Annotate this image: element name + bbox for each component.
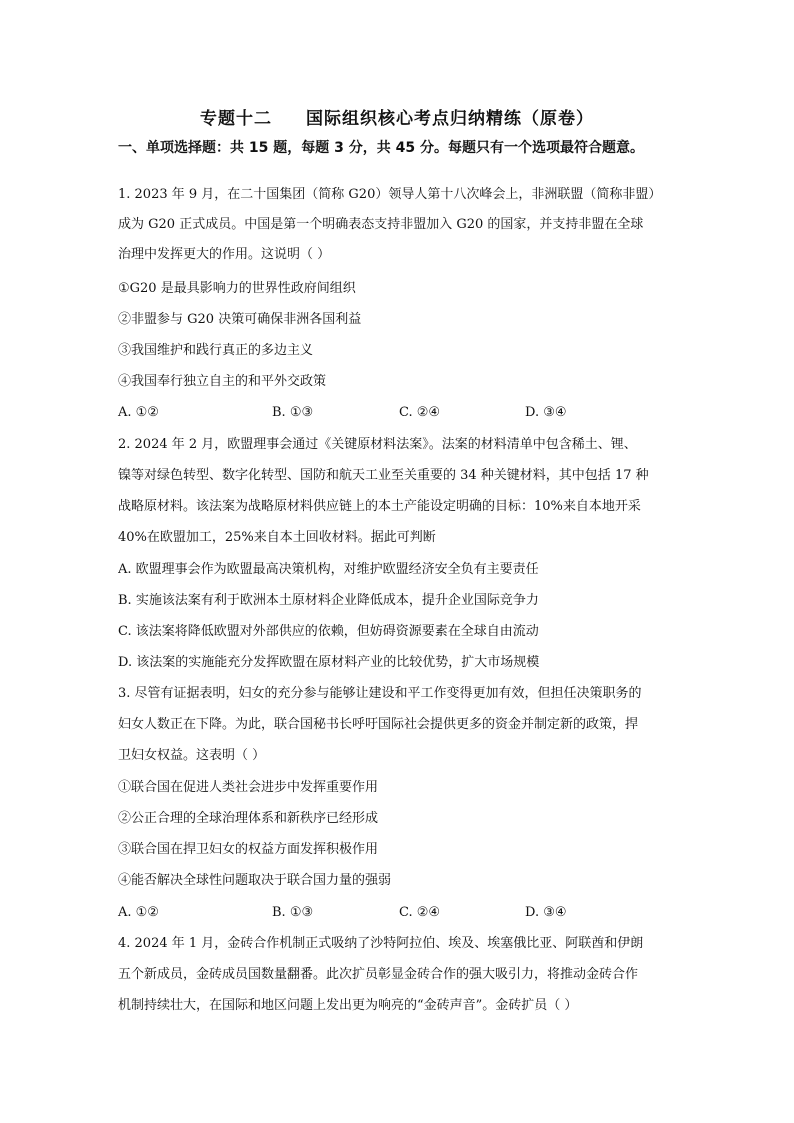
q3-option-d: D. ③④ <box>525 905 567 920</box>
q1-statement: ③我国维护和践行真正的多边主义 <box>118 343 314 358</box>
q3-statement: ④能否解决全球性问题取决于联合国力量的强弱 <box>118 873 392 888</box>
q2-stem-line: 镍等对绿色转型、数字化转型、国防和航天工业至关重要的 34 种关键材料，其中包括 17 种 <box>118 468 649 483</box>
q1-option-a: A. ①② <box>118 405 159 420</box>
section-heading: 一、单项选择题：共 15 题，每题 3 分，共 45 分。每题只有一个选项最符合题意。 <box>118 140 644 156</box>
q4-stem-line: 4. 2024 年 1 月，金砖合作机制正式吸纳了沙特阿拉伯、埃及、埃塞俄比亚、阿联酋和伊朗 <box>118 936 644 951</box>
q1-statement: ④我国奉行独立自主的和平外交政策 <box>118 374 327 389</box>
q2-stem-line: 2. 2024 年 2 月，欧盟理事会通过《关键原材料法案》。法案的材料清单中包含稀土、锂、 <box>118 437 637 452</box>
q2-stem-line: 战略原材料。该法案为战略原材料供应链上的本土产能设定明确的目标：10%来自本地开采 <box>118 499 641 514</box>
q1-stem-line: 治理中发挥更大的作用。这说明（ ） <box>118 247 331 262</box>
q3-stem-line: 妇女人数正在下降。为此，联合国秘书长呼吁国际社会提供更多的资金并制定新的政策，捍 <box>118 717 639 732</box>
title-topic-number: 专题十二 <box>200 109 272 129</box>
q3-option-c: C. ②④ <box>399 905 441 920</box>
q1-statement: ①G20 是最具影响力的世界性政府间组织 <box>118 281 356 296</box>
q4-stem-line: 机制持续壮大，在国际和地区问题上发出更为响亮的“金砖声音”。金砖扩员（ ） <box>118 998 578 1013</box>
q1-stem-line: 1. 2023 年 9 月，在二十国集团（简称 G20）领导人第十八次峰会上，非洲联盟（简称非盟） <box>118 187 662 202</box>
q3-stem-line: 卫妇女权益。这表明（ ） <box>118 748 266 763</box>
q3-statement: ①联合国在促进人类社会进步中发挥重要作用 <box>118 780 379 795</box>
page-title <box>0 104 794 129</box>
q3-option-a: A. ①② <box>118 905 159 920</box>
q2-option-c: C. 该法案将降低欧盟对外部供应的依赖，但妨碍资源要素在全球自由流动 <box>118 624 539 639</box>
q2-stem-line: 40%在欧盟加工，25%来自本土回收材料。据此可判断 <box>118 530 436 545</box>
q3-statement: ③联合国在捍卫妇女的权益方面发挥积极作用 <box>118 842 379 857</box>
q1-option-b: B. ①③ <box>272 405 314 420</box>
q1-statement: ②非盟参与 G20 决策可确保非洲各国利益 <box>118 312 362 327</box>
q2-option-d: D. 该法案的实施能充分发挥欧盟在原材料产业的比较优势，扩大市场规模 <box>118 655 540 670</box>
q3-stem-line: 3. 尽管有证据表明，妇女的充分参与能够让建设和平工作变得更加有效，但担任决策职务的 <box>118 686 642 701</box>
q1-option-d: D. ③④ <box>525 405 567 420</box>
q2-option-a: A. 欧盟理事会作为欧盟最高决策机构，对维护欧盟经济安全负有主要责任 <box>118 562 539 577</box>
q3-option-b: B. ①③ <box>272 905 314 920</box>
q2-option-b: B. 实施该法案有利于欧洲本土原材料企业降低成本，提升企业国际竞争力 <box>118 593 539 608</box>
q1-option-c: C. ②④ <box>399 405 441 420</box>
q3-statement: ②公正合理的全球治理体系和新秩序已经形成 <box>118 811 379 826</box>
q1-stem-line: 成为 G20 正式成员。中国是第一个明确表态支持非盟加入 G20 的国家，并支持非盟在全球 <box>118 217 644 232</box>
q4-stem-line: 五个新成员，金砖成员国数量翻番。此次扩员彰显金砖合作的强大吸引力，将推动金砖合作 <box>118 967 639 982</box>
title-topic-name: 国际组织核心考点归纳精练（原卷） <box>306 109 594 129</box>
